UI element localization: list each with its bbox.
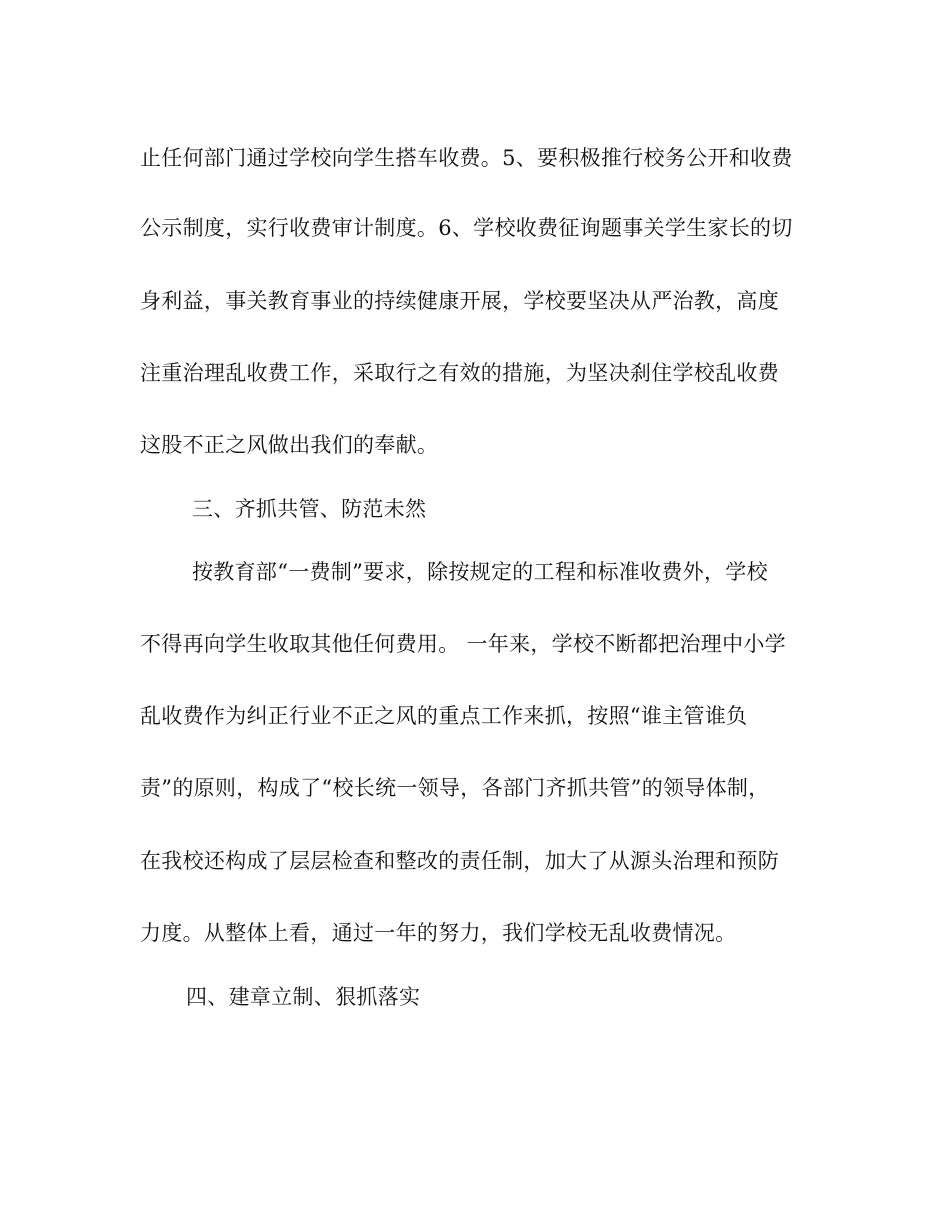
section-heading: 四、建章立制、狠抓落实 [186, 985, 421, 1009]
paragraph-line: 注重治理乱收费工作，采取行之有效的措施，为坚决刹住学校乱收费 [140, 361, 779, 385]
paragraph-line: 这股不正之风做出我们的奉献。 [140, 433, 439, 457]
paragraph-line: 在我校还构成了层层检查和整改的责任制，加大了从源头治理和预防 [140, 849, 779, 873]
paragraph-line: 不得再向学生收取其他任何费用。 一年来，学校不断都把治理中小学 [140, 632, 786, 656]
paragraph-line: 责”的原则，构成了“校长统一领导，各部门齐抓共管”的领导体制， [140, 776, 770, 800]
paragraph-line: 力度。从整体上看，通过一年的努力，我们学校无乱收费情况。 [140, 921, 737, 945]
paragraph-line: 乱收费作为纠正行业不正之风的重点工作来抓，按照“谁主管谁负 [140, 704, 748, 728]
paragraph-line: 公示制度，实行收费审计制度。6、学校收费征询题事关学生家长的切 [140, 216, 793, 240]
paragraph-line: 身利益，事关教育事业的持续健康开展，学校要坚决从严治教，高度 [140, 289, 779, 313]
section-heading: 三、齐抓共管、防范未然 [192, 497, 427, 521]
paragraph-line: 止任何部门通过学校向学生搭车收费。5、要积极推行校务公开和收费 [140, 146, 793, 170]
paragraph-line: 按教育部“一费制”要求，除按规定的工程和标准收费外，学校 [192, 560, 768, 584]
